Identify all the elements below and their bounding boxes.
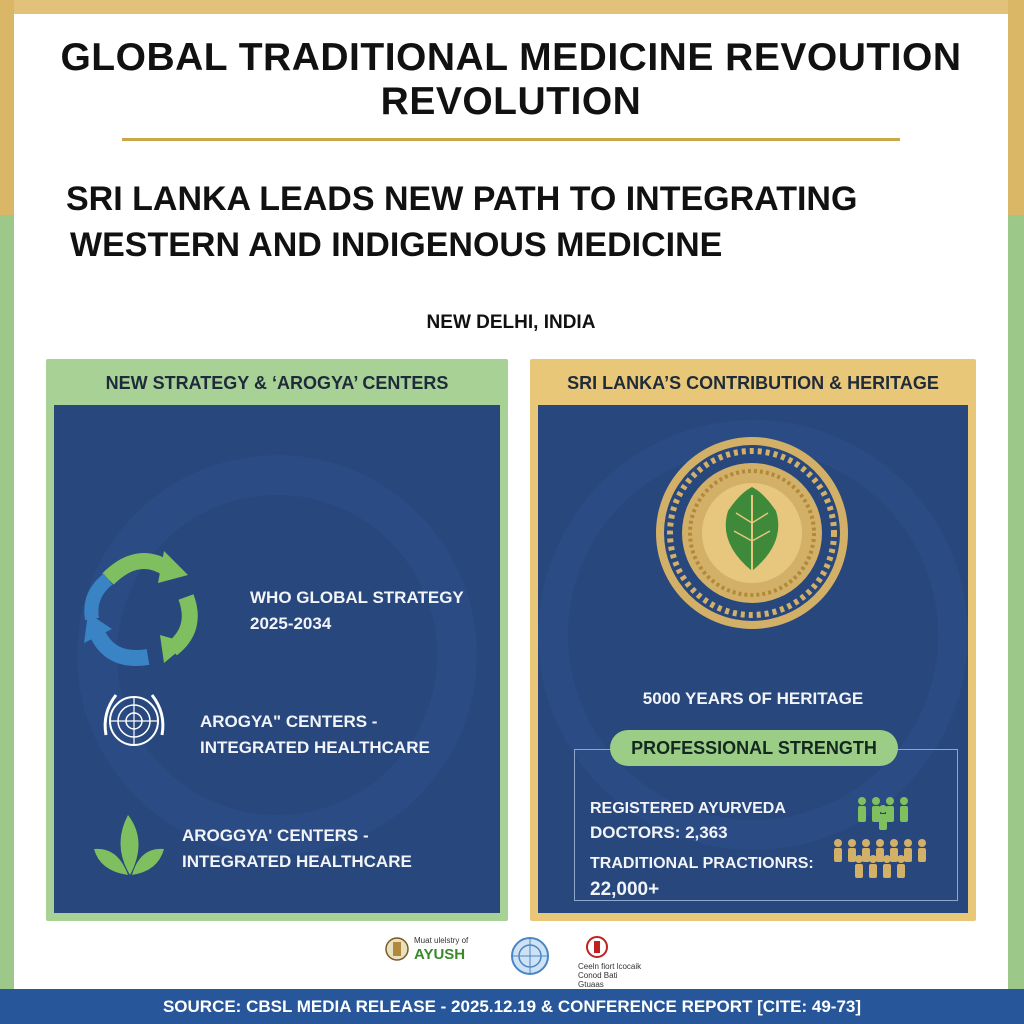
location-dateline: NEW DELHI, INDIA [426,312,596,333]
strategy-item-who-line2: 2025-2034 [250,614,332,633]
practitioners-stat [590,851,814,903]
main-title [14,36,1008,124]
un-logo-icon [506,932,554,980]
title-divider [122,138,900,141]
strategy-item-arogya-line2: INTEGRATED HEALTHCARE [200,738,430,757]
cbsl-emblem-icon [586,936,608,958]
strategy-item-who-line1: WHO GLOBAL STRATEGY [250,588,464,607]
strategy-item-aroggya-line2: INTEGRATED HEALTHCARE [182,852,412,871]
practitioners-stat-value: 22,000+ [590,879,660,900]
source-footer: SOURCE: CBSL MEDIA RELEASE - 2025.12.19 & CONFERENCE REPORT [CITE: 49-73] [0,989,1024,1024]
strategy-item-aroggya [182,823,412,875]
cbsl-logo-text [578,962,642,989]
doctors-stat-value: DOCTORS: 2,363 [590,823,728,842]
heritage-years: 5000 YEARS OF HERITAGE [642,689,864,708]
left-border-gold [0,0,14,215]
ayush-ministry-label: Muat ulelstry of [414,936,469,945]
cbsl-logo-line2: Conod Bati Gtuaas [578,971,618,989]
cbsl-logo-line1: Ceeln fiort lcocaik [578,962,642,971]
strategy-panel-heading: NEW STRATEGY & ‘AROGYA’ CENTERS [105,373,449,393]
doctors-stat [590,797,786,845]
partner-logos [382,932,642,992]
bodhi-leaf-mandala-icon [652,433,852,633]
heritage-panel-body [538,405,968,913]
right-border-gold [1008,0,1024,215]
strategy-panel-body [54,405,500,913]
subtitle-line2: WESTERN AND INDIGENOUS MEDICINE [70,226,723,264]
top-border [0,0,1024,14]
main-title-line1: GLOBAL TRADITIONAL MEDICINE REVOUTION [60,36,962,79]
doctors-stat-label: REGISTERED AYURVEDA [590,800,786,817]
subtitle-line1: SRI LANKA LEADS NEW PATH TO INTEGRATING [66,180,858,218]
subtitle [66,176,966,268]
poster-sheet [14,14,1008,989]
strategy-item-aroggya-line1: AROGGYA' CENTERS - [182,826,369,845]
strategy-panel [46,359,508,921]
right-border-green [1008,215,1024,1015]
strategy-item-arogya-line1: AROGYA" CENTERS - [200,712,378,731]
ayush-emblem-icon [384,936,410,962]
left-border-green [0,215,14,1015]
leaves-icon [90,805,170,885]
practitioners-stat-label: TRADITIONAL PRACTIONRS: [590,855,814,872]
heritage-panel [530,359,976,921]
strategy-item-arogya [200,709,430,761]
cycle-arrows-icon [68,539,218,669]
un-emblem-icon [96,683,172,759]
heritage-panel-heading: SRI LANKA’S CONTRIBUTION & HERITAGE [567,373,939,393]
practitioners-people-icon [832,837,936,885]
professional-strength-heading: PROFESSIONAL STRENGTH [610,730,898,766]
doctors-people-icon [856,795,920,835]
strategy-item-who [250,585,464,637]
main-title-line2: REVOLUTION [380,80,642,123]
ayush-logo-text: AYUSH [414,946,466,963]
